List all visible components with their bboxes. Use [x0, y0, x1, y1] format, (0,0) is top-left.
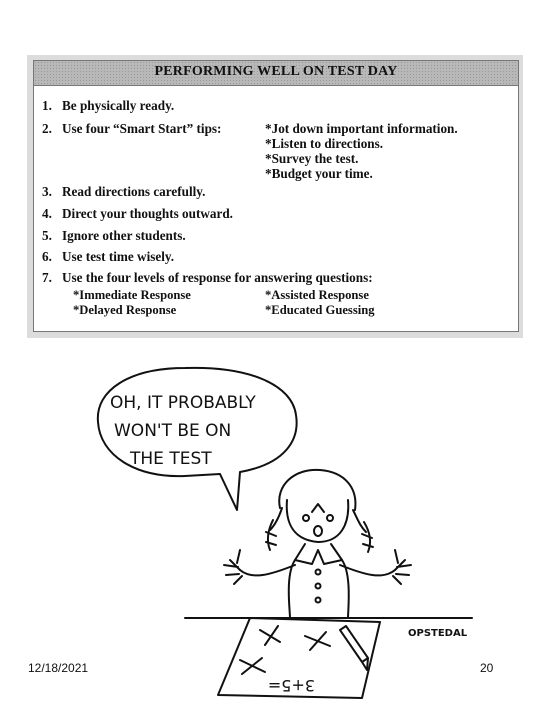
pencil-icon	[340, 626, 368, 670]
girl-body	[295, 544, 342, 564]
step-7: 7. Use the four levels of response for answering questions:	[42, 270, 373, 285]
response-item: *Educated Guessing	[265, 303, 375, 317]
speech-line: THE TEST	[130, 449, 212, 469]
step-4: 4. Direct your thoughts outward.	[42, 206, 233, 221]
footer-page-number: 20	[480, 661, 494, 675]
tip-item: *Listen to directions.	[265, 136, 384, 151]
tip-item: *Survey the test.	[265, 151, 359, 166]
speech-line: WON'T BE ON	[114, 421, 232, 441]
tip-item: *Jot down important information.	[265, 121, 458, 136]
page-title: PERFORMING WELL ON TEST DAY	[154, 64, 398, 79]
tip-item: *Budget your time.	[265, 166, 373, 181]
step-1: 1. Be physically ready.	[42, 98, 175, 113]
paper-equation: 3+5=	[267, 676, 315, 695]
cartoon-illustration	[90, 360, 480, 715]
girl-left-arm	[240, 565, 295, 575]
step-2: 2. Use four “Smart Start” tips:	[42, 121, 222, 136]
response-item: *Assisted Response	[265, 288, 369, 302]
speech-line: OH, IT PROBABLY	[110, 393, 256, 413]
step-5: 5. Ignore other students.	[42, 228, 186, 243]
artist-signature: OPSTEDAL	[408, 628, 468, 639]
step-3: 3. Read directions carefully.	[42, 184, 206, 199]
response-item: *Delayed Response	[73, 303, 177, 317]
title-banner	[34, 61, 518, 86]
step-6: 6. Use test time wisely.	[42, 249, 175, 264]
response-item: *Immediate Response	[73, 288, 191, 302]
girl-right-arm	[340, 565, 395, 575]
footer-date: 12/18/2021	[28, 661, 89, 675]
